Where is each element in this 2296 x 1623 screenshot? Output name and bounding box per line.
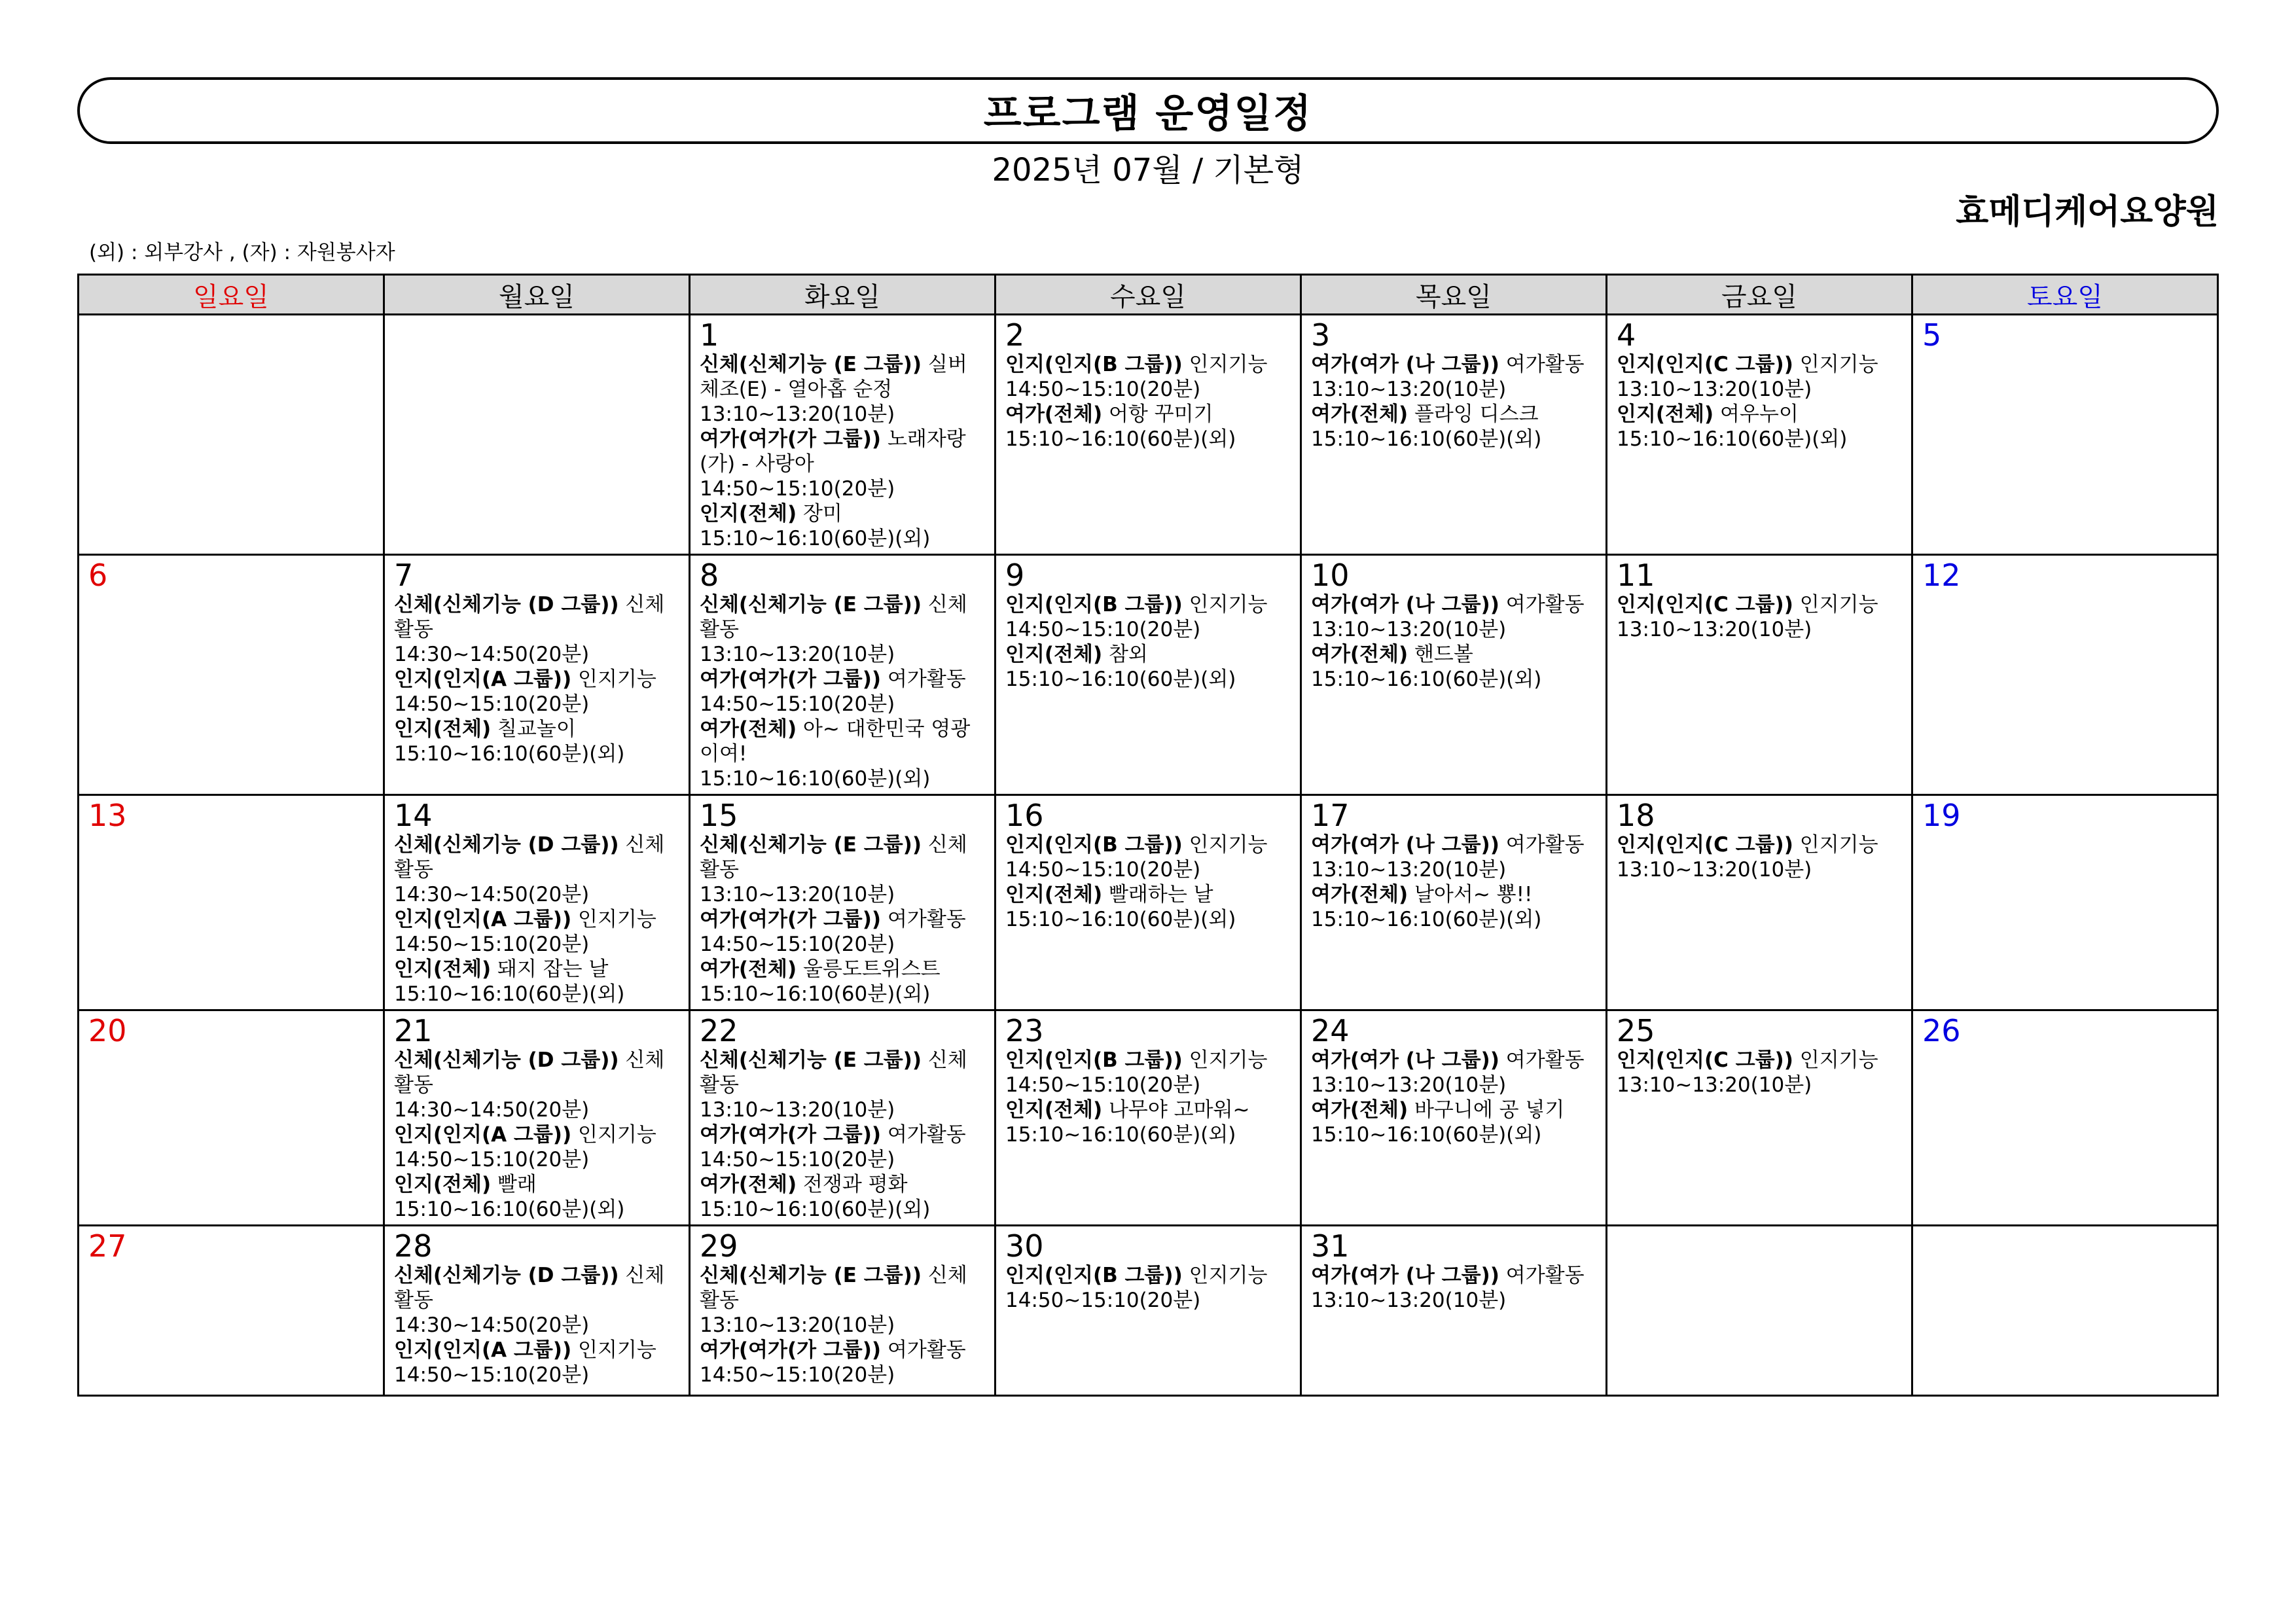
program-group: 여가(여가(가 그룹)) [700, 1123, 882, 1147]
program-group: 여가(여가 (나 그룹)) [1311, 1264, 1499, 1287]
calendar-day-cell [384, 1010, 690, 1226]
program-time: 15:10~16:10(60분)(외) [1005, 427, 1236, 451]
program-time: 15:10~16:10(60분)(외) [394, 982, 625, 1006]
program-name: 인지기능 [578, 1338, 656, 1362]
program-name: 신체활동 [700, 833, 967, 882]
program-name: 여가활동 [1505, 353, 1585, 376]
program-time: 14:50~15:10(20분) [700, 692, 895, 716]
program-time: 15:10~16:10(60분)(외) [394, 742, 625, 766]
program-entry [394, 1122, 681, 1172]
program-entry [394, 717, 681, 766]
calendar-day-cell [996, 315, 1301, 555]
weekday-saturday: 토요일 [1912, 275, 2218, 315]
day-number: 16 [1005, 798, 1044, 833]
program-entry [1005, 642, 1292, 692]
program-group: 여가(여가 (나 그룹)) [1311, 353, 1499, 376]
calendar-day-cell [384, 315, 690, 555]
program-group: 인지(전체) [700, 502, 797, 526]
calendar-day-cell [1912, 795, 2218, 1010]
program-group: 인지(인지(C 그룹)) [1617, 353, 1793, 376]
program-time: 15:10~16:10(60분)(외) [1311, 427, 1542, 451]
program-name: 돼지 잡는 날 [497, 957, 609, 981]
calendar-day-cell [690, 1226, 996, 1396]
program-time: 14:50~15:10(20분) [394, 692, 590, 716]
weekday-monday: 월요일 [384, 275, 690, 315]
program-time: 13:10~13:20(10분) [700, 402, 895, 426]
program-group: 여가(여가 (나 그룹)) [1311, 833, 1499, 857]
program-group: 여가(전체) [1311, 643, 1408, 666]
program-entry [1617, 1048, 1903, 1097]
calendar-day-cell [996, 1010, 1301, 1226]
facility-name: 효메디케어요양원 [1956, 192, 2219, 232]
program-name: 신체활동 [700, 1264, 967, 1312]
day-number: 19 [1922, 798, 1961, 833]
program-time: 14:50~15:10(20분) [1005, 858, 1201, 882]
calendar-day-cell [1912, 1010, 2218, 1226]
program-name: 칠교놀이 [497, 717, 576, 741]
calendar-day-cell [79, 315, 384, 555]
program-entry [1005, 1263, 1292, 1313]
day-number: 24 [1311, 1013, 1350, 1048]
calendar-day-cell [1607, 1226, 1912, 1396]
day-number: 20 [88, 1013, 127, 1048]
calendar-day-cell [690, 555, 996, 795]
program-entry [394, 957, 681, 1007]
program-entry [1005, 592, 1292, 642]
program-group: 인지(인지(B 그룹)) [1005, 1264, 1183, 1287]
program-name: 노래자랑(가) - 사랑아 [700, 427, 966, 476]
program-group: 인지(전체) [1005, 883, 1103, 906]
program-name: 여가활동 [887, 1123, 966, 1147]
program-name: 장미 [802, 502, 842, 526]
calendar-day-cell [1301, 555, 1607, 795]
program-name: 인지기능 [1189, 593, 1268, 616]
program-group: 신체(신체기능 (D 그룹)) [394, 833, 619, 857]
program-time: 14:50~15:10(20분) [394, 933, 590, 956]
program-time: 15:10~16:10(60분)(외) [700, 767, 931, 791]
program-time: 15:10~16:10(60분)(외) [700, 527, 931, 550]
program-name: 인지기능 [1189, 1264, 1268, 1287]
program-entry [1005, 1048, 1292, 1097]
calendar-day-cell [690, 315, 996, 555]
calendar-day-cell [1301, 1226, 1607, 1396]
program-entry [394, 667, 681, 717]
calendar-table [77, 274, 2219, 1397]
program-name: 신체활동 [394, 1264, 665, 1312]
program-time: 14:50~15:10(20분) [1005, 618, 1201, 641]
program-name: 날아서~ 뿅!! [1414, 883, 1533, 906]
program-time: 15:10~16:10(60분)(외) [1005, 668, 1236, 691]
program-name: 신체활동 [394, 593, 665, 641]
calendar-day-cell [1301, 315, 1607, 555]
program-time: 13:10~13:20(10분) [700, 643, 895, 666]
program-entry [1311, 882, 1598, 932]
calendar-day-cell [384, 795, 690, 1010]
program-group: 여가(전체) [700, 717, 797, 741]
day-number: 8 [700, 558, 719, 593]
program-entry [700, 667, 986, 717]
program-name: 인지기능 [1189, 353, 1268, 376]
day-number: 28 [394, 1228, 433, 1264]
calendar-week-row [79, 555, 2218, 795]
program-group: 신체(신체기능 (D 그룹)) [394, 1048, 619, 1072]
day-number: 9 [1005, 558, 1025, 593]
program-time: 14:50~15:10(20분) [1005, 1289, 1201, 1312]
program-entry [394, 1338, 681, 1387]
calendar-day-cell [996, 555, 1301, 795]
program-name: 나무야 고마워~ [1108, 1098, 1250, 1122]
program-group: 여가(전체) [1311, 1098, 1408, 1122]
program-name: 바구니에 공 넣기 [1414, 1098, 1565, 1122]
day-number: 18 [1617, 798, 1655, 833]
program-name: 인지기능 [1799, 833, 1878, 857]
calendar-day-cell [384, 555, 690, 795]
program-time: 13:10~13:20(10분) [1617, 1073, 1812, 1097]
program-group: 여가(여가 (나 그룹)) [1311, 593, 1499, 616]
program-group: 인지(전체) [1005, 643, 1103, 666]
program-entry [1005, 352, 1292, 402]
day-number: 21 [394, 1013, 433, 1048]
calendar-day-cell [79, 1010, 384, 1226]
program-entry [1617, 352, 1903, 402]
day-number: 27 [88, 1228, 127, 1264]
calendar-week-row [79, 1010, 2218, 1226]
weekday-sunday: 일요일 [79, 275, 384, 315]
program-name: 여가활동 [1505, 833, 1585, 857]
program-group: 인지(인지(A 그룹)) [394, 1123, 572, 1147]
day-number: 30 [1005, 1228, 1044, 1264]
program-entry [700, 501, 986, 551]
program-entry [1311, 832, 1598, 882]
program-entry [700, 1338, 986, 1387]
calendar-day-cell [1607, 795, 1912, 1010]
program-name: 신체활동 [394, 833, 665, 882]
program-time: 14:50~15:10(20분) [700, 477, 895, 501]
calendar-day-cell [690, 1010, 996, 1226]
program-time: 15:10~16:10(60분)(외) [1005, 908, 1236, 931]
program-entry [1311, 1048, 1598, 1097]
weekday-thursday: 목요일 [1301, 275, 1607, 315]
program-group: 인지(인지(A 그룹)) [394, 668, 572, 691]
calendar-day-cell [1607, 315, 1912, 555]
program-name: 울릉도트위스트 [802, 957, 941, 981]
program-time: 14:30~14:50(20분) [394, 1098, 590, 1122]
calendar-day-cell [690, 795, 996, 1010]
program-entry [700, 832, 986, 907]
program-name: 인지기능 [578, 668, 656, 691]
program-entry [394, 592, 681, 667]
program-name: 빨래 [497, 1173, 537, 1196]
program-name: 인지기능 [1799, 1048, 1878, 1072]
day-number: 1 [700, 317, 719, 353]
program-group: 인지(전체) [1617, 402, 1714, 426]
program-group: 인지(인지(A 그룹)) [394, 908, 572, 931]
program-time: 15:10~16:10(60분)(외) [1311, 668, 1542, 691]
program-entry [700, 1122, 986, 1172]
program-group: 인지(전체) [1005, 1098, 1103, 1122]
program-entry [1311, 592, 1598, 642]
program-group: 신체(신체기능 (D 그룹)) [394, 1264, 619, 1287]
program-time: 13:10~13:20(10분) [1617, 378, 1812, 401]
program-time: 13:10~13:20(10분) [1311, 1289, 1507, 1312]
program-group: 인지(인지(A 그룹)) [394, 1338, 572, 1362]
day-number: 12 [1922, 558, 1961, 593]
program-name: 여가활동 [1505, 1264, 1585, 1287]
program-group: 신체(신체기능 (E 그룹)) [700, 353, 922, 376]
program-group: 여가(여가 (나 그룹)) [1311, 1048, 1499, 1072]
day-number: 6 [88, 558, 108, 593]
program-entry [1005, 832, 1292, 882]
program-entry [394, 1263, 681, 1338]
calendar-week-row [79, 795, 2218, 1010]
weekday-tuesday: 화요일 [690, 275, 996, 315]
program-name: 여가활동 [1505, 593, 1585, 616]
calendar-day-cell [1607, 555, 1912, 795]
program-time: 15:10~16:10(60분)(외) [700, 982, 931, 1006]
program-group: 신체(신체기능 (E 그룹)) [700, 593, 922, 616]
program-name: 어항 꾸미기 [1108, 402, 1213, 426]
program-time: 14:50~15:10(20분) [1005, 378, 1201, 401]
program-name: 여가활동 [887, 1338, 966, 1362]
program-name: 인지기능 [1189, 1048, 1268, 1072]
weekday-friday: 금요일 [1607, 275, 1912, 315]
program-time: 13:10~13:20(10분) [700, 883, 895, 906]
program-time: 14:50~15:10(20분) [700, 1363, 895, 1387]
program-name: 신체활동 [700, 1048, 967, 1097]
program-entry [700, 957, 986, 1007]
calendar-day-cell [1301, 1010, 1607, 1226]
program-time: 15:10~16:10(60분)(외) [1005, 1123, 1236, 1147]
program-entry [1311, 642, 1598, 692]
calendar-week-row [79, 1226, 2218, 1396]
program-entry [700, 717, 986, 791]
program-name: 인지기능 [1799, 593, 1878, 616]
program-name: 여가활동 [1505, 1048, 1585, 1072]
day-number: 31 [1311, 1228, 1350, 1264]
day-number: 7 [394, 558, 414, 593]
program-group: 여가(전체) [1311, 402, 1408, 426]
program-group: 인지(전체) [394, 1173, 492, 1196]
program-name: 인지기능 [578, 1123, 656, 1147]
program-entry [394, 832, 681, 907]
calendar-day-cell [1607, 1010, 1912, 1226]
program-name: 인지기능 [578, 908, 656, 931]
calendar-day-cell [79, 795, 384, 1010]
calendar-day-cell [1301, 795, 1607, 1010]
program-time: 13:10~13:20(10분) [1311, 858, 1507, 882]
day-number: 3 [1311, 317, 1331, 353]
program-time: 13:10~13:20(10분) [1617, 858, 1812, 882]
program-time: 15:10~16:10(60분)(외) [1311, 1123, 1542, 1147]
calendar-day-cell [1912, 315, 2218, 555]
weekday-header-row [79, 275, 2218, 315]
program-group: 인지(인지(B 그룹)) [1005, 353, 1183, 376]
day-number: 23 [1005, 1013, 1044, 1048]
program-group: 인지(인지(B 그룹)) [1005, 593, 1183, 616]
page-title: 프로그램 운영일정 [983, 91, 1313, 137]
program-group: 여가(여가(가 그룹)) [700, 427, 882, 451]
program-time: 13:10~13:20(10분) [1311, 1073, 1507, 1097]
day-number: 26 [1922, 1013, 1961, 1048]
calendar-body [79, 315, 2218, 1396]
program-entry [394, 1048, 681, 1122]
program-entry [394, 1172, 681, 1222]
weekday-wednesday: 수요일 [996, 275, 1301, 315]
page-subtitle: 2025년 07월 / 기본형 [992, 152, 1304, 188]
program-group: 여가(여가(가 그룹)) [700, 1338, 882, 1362]
page-title-box [77, 77, 2219, 144]
program-entry [1005, 402, 1292, 452]
program-name: 핸드볼 [1414, 643, 1473, 666]
program-entry [700, 907, 986, 957]
program-name: 인지기능 [1189, 833, 1268, 857]
program-entry [394, 907, 681, 957]
day-number: 25 [1617, 1013, 1655, 1048]
day-number: 4 [1617, 317, 1636, 353]
program-name: 실버체조(E) - 열아홉 순정 [700, 353, 967, 401]
program-name: 플라잉 디스크 [1414, 402, 1539, 426]
program-time: 15:10~16:10(60분)(외) [1617, 427, 1848, 451]
program-name: 전쟁과 평화 [802, 1173, 908, 1196]
program-time: 14:30~14:50(20분) [394, 643, 590, 666]
day-number: 11 [1617, 558, 1655, 593]
program-entry [700, 1172, 986, 1222]
program-name: 아~ 대한민국 영광이여! [700, 717, 971, 766]
legend-note: (외) : 외부강사 , (자) : 자원봉사자 [89, 241, 395, 264]
calendar-day-cell [1912, 1226, 2218, 1396]
program-time: 14:50~15:10(20분) [394, 1363, 590, 1387]
program-group: 여가(전체) [700, 957, 797, 981]
program-time: 15:10~16:10(60분)(외) [394, 1198, 625, 1221]
calendar-day-cell [996, 795, 1301, 1010]
program-time: 14:50~15:10(20분) [700, 1148, 895, 1171]
calendar-day-cell [384, 1226, 690, 1396]
program-name: 여가활동 [887, 908, 966, 931]
day-number: 5 [1922, 317, 1942, 353]
program-time: 14:50~15:10(20분) [700, 933, 895, 956]
day-number: 2 [1005, 317, 1025, 353]
program-group: 인지(전체) [394, 957, 492, 981]
program-group: 신체(신체기능 (E 그룹)) [700, 833, 922, 857]
day-number: 14 [394, 798, 433, 833]
program-group: 인지(인지(C 그룹)) [1617, 593, 1793, 616]
program-entry [1311, 402, 1598, 452]
calendar-day-cell [1912, 555, 2218, 795]
program-time: 13:10~13:20(10분) [1617, 618, 1812, 641]
program-name: 참외 [1108, 643, 1148, 666]
program-time: 14:30~14:50(20분) [394, 883, 590, 906]
program-name: 인지기능 [1799, 353, 1878, 376]
program-name: 여우누이 [1719, 402, 1799, 426]
program-time: 13:10~13:20(10분) [700, 1098, 895, 1122]
program-time: 15:10~16:10(60분)(외) [700, 1198, 931, 1221]
program-time: 14:50~15:10(20분) [394, 1148, 590, 1171]
program-group: 여가(전체) [1005, 402, 1103, 426]
day-number: 17 [1311, 798, 1350, 833]
program-time: 13:10~13:20(10분) [1311, 618, 1507, 641]
program-entry [1005, 882, 1292, 932]
program-entry [1617, 402, 1903, 452]
program-group: 인지(인지(C 그룹)) [1617, 833, 1793, 857]
program-group: 여가(여가(가 그룹)) [700, 908, 882, 931]
program-time: 15:10~16:10(60분)(외) [1311, 908, 1542, 931]
program-group: 신체(신체기능 (E 그룹)) [700, 1048, 922, 1072]
program-entry [700, 1048, 986, 1122]
program-entry [1617, 592, 1903, 642]
program-group: 인지(인지(B 그룹)) [1005, 833, 1183, 857]
program-group: 신체(신체기능 (E 그룹)) [700, 1264, 922, 1287]
program-time: 13:10~13:20(10분) [1311, 378, 1507, 401]
program-group: 신체(신체기능 (D 그룹)) [394, 593, 619, 616]
program-time: 13:10~13:20(10분) [700, 1313, 895, 1337]
program-entry [700, 352, 986, 427]
program-name: 여가활동 [887, 668, 966, 691]
program-time: 14:30~14:50(20분) [394, 1313, 590, 1337]
program-group: 인지(전체) [394, 717, 492, 741]
day-number: 29 [700, 1228, 738, 1264]
calendar-day-cell [79, 555, 384, 795]
program-entry [700, 427, 986, 501]
program-name: 신체활동 [700, 593, 967, 641]
calendar-day-cell [79, 1226, 384, 1396]
program-entry [1005, 1097, 1292, 1147]
program-group: 인지(인지(B 그룹)) [1005, 1048, 1183, 1072]
program-entry [700, 592, 986, 667]
day-number: 13 [88, 798, 127, 833]
program-entry [1311, 1263, 1598, 1313]
day-number: 22 [700, 1013, 738, 1048]
program-name: 신체활동 [394, 1048, 665, 1097]
program-entry [1617, 832, 1903, 882]
day-number: 10 [1311, 558, 1350, 593]
calendar-week-row [79, 315, 2218, 555]
program-name: 빨래하는 날 [1108, 883, 1213, 906]
program-group: 여가(여가(가 그룹)) [700, 668, 882, 691]
program-time: 14:50~15:10(20분) [1005, 1073, 1201, 1097]
program-group: 인지(인지(C 그룹)) [1617, 1048, 1793, 1072]
program-entry [700, 1263, 986, 1338]
program-group: 여가(전체) [700, 1173, 797, 1196]
calendar-day-cell [996, 1226, 1301, 1396]
program-group: 여가(전체) [1311, 883, 1408, 906]
program-entry [1311, 352, 1598, 402]
day-number: 15 [700, 798, 738, 833]
program-entry [1311, 1097, 1598, 1147]
